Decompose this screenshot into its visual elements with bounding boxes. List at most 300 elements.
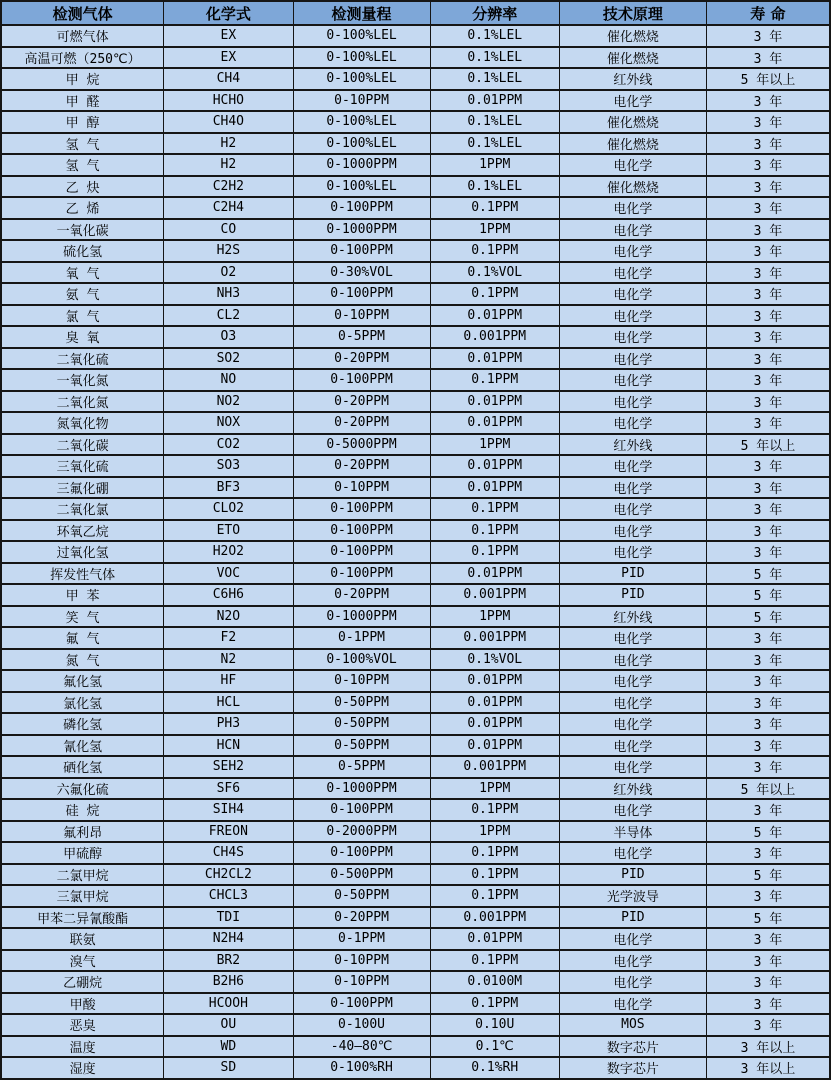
table-row — [1, 563, 830, 585]
cell-gas: 氢 气 — [1, 133, 164, 155]
cell-principle: 电化学 — [559, 627, 706, 649]
cell-gas: 甲 苯 — [1, 584, 164, 606]
cell-gas: 三氟化硼 — [1, 477, 164, 499]
cell-gas: 氟化氢 — [1, 670, 164, 692]
cell-formula: CHCL3 — [164, 885, 293, 907]
cell-formula: SEH2 — [164, 756, 293, 778]
cell-resolution: 0.10U — [430, 1014, 559, 1036]
cell-resolution: 1PPM — [430, 778, 559, 800]
cell-formula: H2 — [164, 154, 293, 176]
table-row — [1, 197, 830, 219]
cell-principle: 电化学 — [559, 197, 706, 219]
cell-gas: 可燃气体 — [1, 25, 164, 47]
table-row — [1, 133, 830, 155]
cell-principle: 电化学 — [559, 348, 706, 370]
cell-resolution: 0.1℃ — [430, 1036, 559, 1058]
cell-principle: PID — [559, 584, 706, 606]
cell-lifespan: 3 年 — [706, 111, 830, 133]
table-row — [1, 326, 830, 348]
cell-range: 0-100%LEL — [293, 133, 430, 155]
cell-gas: 二氯甲烷 — [1, 864, 164, 886]
cell-gas: 一氧化氮 — [1, 369, 164, 391]
table-row — [1, 219, 830, 241]
cell-range: 0-100%LEL — [293, 47, 430, 69]
cell-lifespan: 3 年 — [706, 713, 830, 735]
cell-formula: CH4O — [164, 111, 293, 133]
cell-lifespan: 3 年 — [706, 950, 830, 972]
cell-formula: HF — [164, 670, 293, 692]
cell-gas: 氰化氢 — [1, 735, 164, 757]
cell-principle: 电化学 — [559, 262, 706, 284]
cell-formula: TDI — [164, 907, 293, 929]
table-row — [1, 885, 830, 907]
cell-lifespan: 3 年 — [706, 197, 830, 219]
cell-lifespan: 3 年 — [706, 756, 830, 778]
cell-lifespan: 3 年 — [706, 670, 830, 692]
cell-gas: 甲 烷 — [1, 68, 164, 90]
cell-formula: F2 — [164, 627, 293, 649]
cell-gas: 臭 氧 — [1, 326, 164, 348]
cell-resolution: 0.001PPM — [430, 584, 559, 606]
cell-gas: 甲酸 — [1, 993, 164, 1015]
header-range: 检测量程 — [293, 1, 430, 25]
cell-lifespan: 3 年 — [706, 240, 830, 262]
cell-principle: 电化学 — [559, 305, 706, 327]
cell-gas: 高温可燃（250℃） — [1, 47, 164, 69]
table-row — [1, 412, 830, 434]
cell-range: 0-5PPM — [293, 326, 430, 348]
cell-resolution: 0.1%VOL — [430, 649, 559, 671]
cell-formula: CH4 — [164, 68, 293, 90]
cell-formula: VOC — [164, 563, 293, 585]
cell-formula: HCOOH — [164, 993, 293, 1015]
cell-principle: 数字芯片 — [559, 1057, 706, 1079]
cell-lifespan: 3 年 — [706, 455, 830, 477]
cell-lifespan: 3 年 — [706, 885, 830, 907]
cell-lifespan: 5 年 — [706, 907, 830, 929]
cell-lifespan: 5 年以上 — [706, 434, 830, 456]
cell-principle: 电化学 — [559, 154, 706, 176]
cell-resolution: 0.01PPM — [430, 735, 559, 757]
cell-formula: EX — [164, 25, 293, 47]
cell-range: 0-100PPM — [293, 283, 430, 305]
cell-resolution: 1PPM — [430, 434, 559, 456]
cell-resolution: 0.01PPM — [430, 391, 559, 413]
cell-gas: 甲苯二异氰酸酯 — [1, 907, 164, 929]
cell-principle: 电化学 — [559, 326, 706, 348]
table-row — [1, 778, 830, 800]
cell-resolution: 0.1PPM — [430, 842, 559, 864]
cell-principle: 电化学 — [559, 520, 706, 542]
cell-principle: 电化学 — [559, 756, 706, 778]
cell-gas: 溴气 — [1, 950, 164, 972]
cell-range: 0-100U — [293, 1014, 430, 1036]
cell-principle: 电化学 — [559, 412, 706, 434]
cell-range: 0-100%VOL — [293, 649, 430, 671]
cell-range: 0-100%RH — [293, 1057, 430, 1079]
cell-resolution: 0.1%LEL — [430, 68, 559, 90]
cell-resolution: 0.01PPM — [430, 928, 559, 950]
cell-resolution: 1PPM — [430, 219, 559, 241]
cell-principle: 红外线 — [559, 606, 706, 628]
cell-lifespan: 3 年 — [706, 928, 830, 950]
cell-range: 0-100PPM — [293, 993, 430, 1015]
table-row — [1, 154, 830, 176]
cell-resolution: 0.01PPM — [430, 455, 559, 477]
cell-principle: 电化学 — [559, 842, 706, 864]
table-row — [1, 541, 830, 563]
cell-principle: 电化学 — [559, 90, 706, 112]
table-row — [1, 25, 830, 47]
cell-gas: 六氟化硫 — [1, 778, 164, 800]
cell-resolution: 0.01PPM — [430, 412, 559, 434]
cell-principle: 红外线 — [559, 778, 706, 800]
cell-gas: 氟利昂 — [1, 821, 164, 843]
cell-principle: 电化学 — [559, 391, 706, 413]
cell-range: 0-1000PPM — [293, 778, 430, 800]
cell-principle: 光学波导 — [559, 885, 706, 907]
cell-lifespan: 3 年 — [706, 176, 830, 198]
table-row — [1, 864, 830, 886]
cell-lifespan: 5 年 — [706, 864, 830, 886]
cell-range: 0-500PPM — [293, 864, 430, 886]
cell-principle: 电化学 — [559, 993, 706, 1015]
cell-formula: SO2 — [164, 348, 293, 370]
cell-range: 0-20PPM — [293, 391, 430, 413]
cell-gas: 甲硫醇 — [1, 842, 164, 864]
cell-range: 0-2000PPM — [293, 821, 430, 843]
cell-formula: HCL — [164, 692, 293, 714]
cell-resolution: 0.1%LEL — [430, 111, 559, 133]
cell-range: 0-50PPM — [293, 692, 430, 714]
table-row — [1, 455, 830, 477]
cell-principle: 催化燃烧 — [559, 25, 706, 47]
cell-lifespan: 3 年 — [706, 412, 830, 434]
cell-formula: C6H6 — [164, 584, 293, 606]
cell-resolution: 0.1PPM — [430, 541, 559, 563]
cell-range: 0-100%LEL — [293, 68, 430, 90]
cell-range: 0-100PPM — [293, 563, 430, 585]
cell-principle: 电化学 — [559, 971, 706, 993]
cell-resolution: 0.001PPM — [430, 326, 559, 348]
cell-resolution: 0.1%LEL — [430, 133, 559, 155]
cell-gas: 挥发性气体 — [1, 563, 164, 585]
table-row — [1, 842, 830, 864]
cell-gas: 硫化氢 — [1, 240, 164, 262]
cell-principle: 催化燃烧 — [559, 47, 706, 69]
table-row — [1, 520, 830, 542]
cell-lifespan: 5 年 — [706, 584, 830, 606]
table-row — [1, 928, 830, 950]
cell-lifespan: 3 年 — [706, 25, 830, 47]
cell-lifespan: 3 年 — [706, 520, 830, 542]
cell-resolution: 0.01PPM — [430, 670, 559, 692]
cell-principle: 电化学 — [559, 240, 706, 262]
header-principle: 技术原理 — [559, 1, 706, 25]
cell-formula: CH4S — [164, 842, 293, 864]
cell-range: 0-50PPM — [293, 735, 430, 757]
cell-resolution: 0.0100M — [430, 971, 559, 993]
cell-lifespan: 5 年 — [706, 821, 830, 843]
cell-range: 0-20PPM — [293, 455, 430, 477]
cell-resolution: 0.1%RH — [430, 1057, 559, 1079]
table-row — [1, 735, 830, 757]
cell-principle: 电化学 — [559, 283, 706, 305]
cell-lifespan: 3 年 — [706, 971, 830, 993]
cell-formula: C2H2 — [164, 176, 293, 198]
cell-range: 0-1000PPM — [293, 219, 430, 241]
cell-range: 0-50PPM — [293, 713, 430, 735]
cell-resolution: 0.1PPM — [430, 864, 559, 886]
cell-lifespan: 3 年 — [706, 842, 830, 864]
cell-range: 0-20PPM — [293, 412, 430, 434]
cell-resolution: 1PPM — [430, 154, 559, 176]
cell-principle: 红外线 — [559, 434, 706, 456]
cell-gas: 二氧化氮 — [1, 391, 164, 413]
cell-resolution: 0.001PPM — [430, 627, 559, 649]
cell-gas: 三氧化硫 — [1, 455, 164, 477]
cell-lifespan: 3 年 — [706, 627, 830, 649]
cell-gas: 过氧化氢 — [1, 541, 164, 563]
cell-formula: NOX — [164, 412, 293, 434]
table-row — [1, 649, 830, 671]
cell-formula: O2 — [164, 262, 293, 284]
cell-formula: EX — [164, 47, 293, 69]
cell-formula: NH3 — [164, 283, 293, 305]
cell-resolution: 0.001PPM — [430, 907, 559, 929]
cell-resolution: 0.1PPM — [430, 520, 559, 542]
cell-gas: 二氧化氯 — [1, 498, 164, 520]
cell-formula: O3 — [164, 326, 293, 348]
cell-gas: 温度 — [1, 1036, 164, 1058]
cell-formula: N2H4 — [164, 928, 293, 950]
cell-formula: CO2 — [164, 434, 293, 456]
cell-range: 0-100PPM — [293, 799, 430, 821]
cell-lifespan: 3 年 — [706, 305, 830, 327]
cell-range: 0-100PPM — [293, 541, 430, 563]
table-row — [1, 348, 830, 370]
cell-principle: 电化学 — [559, 649, 706, 671]
cell-principle: 电化学 — [559, 950, 706, 972]
cell-range: 0-100PPM — [293, 498, 430, 520]
cell-lifespan: 3 年 — [706, 993, 830, 1015]
cell-resolution: 0.1%LEL — [430, 176, 559, 198]
cell-resolution: 0.1%LEL — [430, 47, 559, 69]
cell-gas: 乙硼烷 — [1, 971, 164, 993]
cell-principle: 电化学 — [559, 799, 706, 821]
table-row — [1, 799, 830, 821]
cell-principle: 电化学 — [559, 928, 706, 950]
cell-lifespan: 3 年 — [706, 541, 830, 563]
cell-formula: HCN — [164, 735, 293, 757]
cell-formula: ETO — [164, 520, 293, 542]
cell-principle: 催化燃烧 — [559, 133, 706, 155]
table-row — [1, 670, 830, 692]
cell-formula: OU — [164, 1014, 293, 1036]
cell-lifespan: 3 年 — [706, 283, 830, 305]
table-row — [1, 713, 830, 735]
table-row — [1, 692, 830, 714]
cell-resolution: 0.01PPM — [430, 477, 559, 499]
cell-lifespan: 3 年 — [706, 348, 830, 370]
cell-resolution: 0.01PPM — [430, 90, 559, 112]
cell-range: 0-1000PPM — [293, 154, 430, 176]
cell-gas: 一氧化碳 — [1, 219, 164, 241]
cell-range: 0-1PPM — [293, 627, 430, 649]
cell-formula: CH2CL2 — [164, 864, 293, 886]
cell-range: 0-100%LEL — [293, 176, 430, 198]
cell-range: 0-5000PPM — [293, 434, 430, 456]
cell-formula: FREON — [164, 821, 293, 843]
cell-principle: 电化学 — [559, 369, 706, 391]
cell-principle: 数字芯片 — [559, 1036, 706, 1058]
cell-range: 0-20PPM — [293, 907, 430, 929]
cell-formula: H2 — [164, 133, 293, 155]
cell-lifespan: 3 年 — [706, 692, 830, 714]
table-row — [1, 391, 830, 413]
cell-gas: 氮氧化物 — [1, 412, 164, 434]
cell-lifespan: 3 年以上 — [706, 1036, 830, 1058]
table-row — [1, 47, 830, 69]
cell-lifespan: 3 年以上 — [706, 1057, 830, 1079]
table-row — [1, 90, 830, 112]
cell-range: 0-1000PPM — [293, 606, 430, 628]
cell-formula: CO — [164, 219, 293, 241]
cell-resolution: 0.1%LEL — [430, 25, 559, 47]
cell-principle: 电化学 — [559, 692, 706, 714]
cell-gas: 硒化氢 — [1, 756, 164, 778]
cell-gas: 氯 气 — [1, 305, 164, 327]
cell-range: 0-10PPM — [293, 950, 430, 972]
cell-gas: 恶臭 — [1, 1014, 164, 1036]
table-row — [1, 1014, 830, 1036]
cell-range: 0-10PPM — [293, 477, 430, 499]
table-row — [1, 305, 830, 327]
cell-principle: 电化学 — [559, 735, 706, 757]
cell-range: 0-10PPM — [293, 670, 430, 692]
table-row — [1, 627, 830, 649]
cell-lifespan: 3 年 — [706, 133, 830, 155]
cell-range: 0-10PPM — [293, 971, 430, 993]
cell-range: 0-1PPM — [293, 928, 430, 950]
cell-formula: WD — [164, 1036, 293, 1058]
table-row — [1, 1036, 830, 1058]
table-row — [1, 498, 830, 520]
cell-gas: 磷化氢 — [1, 713, 164, 735]
cell-formula: SO3 — [164, 455, 293, 477]
cell-resolution: 0.01PPM — [430, 713, 559, 735]
cell-gas: 二氧化硫 — [1, 348, 164, 370]
table-row — [1, 950, 830, 972]
cell-principle: 电化学 — [559, 670, 706, 692]
table-row — [1, 606, 830, 628]
cell-formula: N2 — [164, 649, 293, 671]
cell-lifespan: 3 年 — [706, 154, 830, 176]
cell-gas: 甲 醇 — [1, 111, 164, 133]
cell-resolution: 0.1PPM — [430, 950, 559, 972]
cell-formula: HCHO — [164, 90, 293, 112]
table-header — [1, 1, 830, 25]
cell-lifespan: 3 年 — [706, 369, 830, 391]
cell-gas: 硅 烷 — [1, 799, 164, 821]
table-row — [1, 971, 830, 993]
cell-formula: CLO2 — [164, 498, 293, 520]
cell-principle: 催化燃烧 — [559, 176, 706, 198]
cell-resolution: 0.1PPM — [430, 369, 559, 391]
cell-principle: 电化学 — [559, 477, 706, 499]
header-formula: 化学式 — [164, 1, 293, 25]
cell-lifespan: 3 年 — [706, 326, 830, 348]
cell-principle: 半导体 — [559, 821, 706, 843]
cell-lifespan: 3 年 — [706, 498, 830, 520]
cell-range: 0-10PPM — [293, 305, 430, 327]
cell-range: 0-30%VOL — [293, 262, 430, 284]
cell-range: 0-100PPM — [293, 369, 430, 391]
table-row — [1, 821, 830, 843]
cell-formula: NO2 — [164, 391, 293, 413]
cell-gas: 氮 气 — [1, 649, 164, 671]
cell-gas: 氧 气 — [1, 262, 164, 284]
cell-formula: N2O — [164, 606, 293, 628]
cell-lifespan: 3 年 — [706, 649, 830, 671]
table-row — [1, 68, 830, 90]
table-row — [1, 434, 830, 456]
cell-range: 0-20PPM — [293, 584, 430, 606]
table-row — [1, 584, 830, 606]
cell-formula: SIH4 — [164, 799, 293, 821]
cell-principle: PID — [559, 907, 706, 929]
cell-lifespan: 5 年以上 — [706, 68, 830, 90]
cell-gas: 二氧化碳 — [1, 434, 164, 456]
cell-lifespan: 3 年 — [706, 1014, 830, 1036]
cell-principle: 电化学 — [559, 219, 706, 241]
cell-formula: BF3 — [164, 477, 293, 499]
cell-lifespan: 3 年 — [706, 735, 830, 757]
table-row — [1, 369, 830, 391]
cell-gas: 联氨 — [1, 928, 164, 950]
cell-principle: 催化燃烧 — [559, 111, 706, 133]
cell-range: 0-100PPM — [293, 197, 430, 219]
cell-gas: 氟 气 — [1, 627, 164, 649]
cell-formula: PH3 — [164, 713, 293, 735]
cell-formula: H2O2 — [164, 541, 293, 563]
cell-lifespan: 3 年 — [706, 219, 830, 241]
cell-gas: 乙 炔 — [1, 176, 164, 198]
cell-formula: H2S — [164, 240, 293, 262]
cell-principle: MOS — [559, 1014, 706, 1036]
cell-range: 0-100PPM — [293, 520, 430, 542]
cell-resolution: 0.01PPM — [430, 563, 559, 585]
cell-lifespan: 5 年 — [706, 563, 830, 585]
table-row — [1, 111, 830, 133]
cell-range: 0-10PPM — [293, 90, 430, 112]
cell-resolution: 0.1PPM — [430, 885, 559, 907]
cell-range: 0-20PPM — [293, 348, 430, 370]
cell-principle: 电化学 — [559, 498, 706, 520]
cell-lifespan: 3 年 — [706, 262, 830, 284]
cell-principle: 红外线 — [559, 68, 706, 90]
table-row — [1, 262, 830, 284]
table-row — [1, 1057, 830, 1079]
cell-principle: 电化学 — [559, 713, 706, 735]
cell-resolution: 0.01PPM — [430, 692, 559, 714]
table-row — [1, 907, 830, 929]
table-row — [1, 993, 830, 1015]
cell-resolution: 0.1%VOL — [430, 262, 559, 284]
cell-formula: B2H6 — [164, 971, 293, 993]
cell-principle: PID — [559, 864, 706, 886]
cell-resolution: 0.1PPM — [430, 283, 559, 305]
